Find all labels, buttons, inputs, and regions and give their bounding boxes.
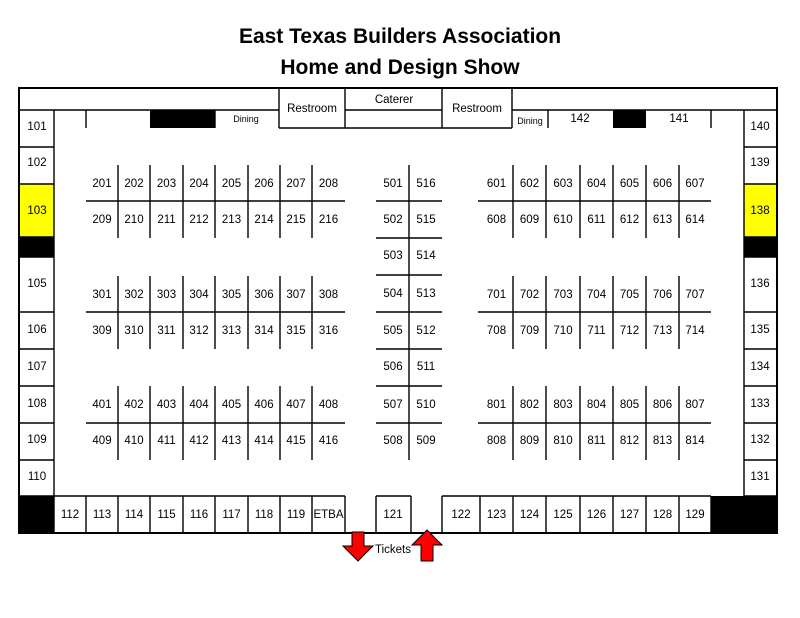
booth-309: 309 [92, 325, 112, 337]
booth-808: 808 [486, 435, 507, 447]
booth-614: 614 [685, 214, 705, 226]
booth-101: 101 [27, 121, 47, 133]
booth-127: 127 [619, 509, 640, 521]
blocked-area-left [19, 237, 54, 257]
booth-609: 609 [519, 214, 540, 226]
exit-arrow-icon [343, 532, 373, 561]
booth-605: 605 [619, 178, 640, 190]
booth-108: 108 [27, 398, 47, 410]
booth-706: 706 [652, 289, 673, 301]
booth-516: 516 [416, 178, 436, 190]
booth-214: 214 [254, 214, 274, 226]
booth-205: 205 [221, 178, 242, 190]
booth-415: 415 [286, 435, 306, 447]
booth-208: 208 [318, 178, 339, 190]
booth-133: 133 [750, 398, 770, 410]
booth-408: 408 [318, 399, 339, 411]
booth-804: 804 [586, 399, 607, 411]
booth-412: 412 [189, 435, 209, 447]
booth-203: 203 [156, 178, 177, 190]
booth-103: 103 [27, 205, 47, 217]
blocked-corner-bottom-left [19, 496, 54, 533]
booth-308: 308 [318, 289, 339, 301]
booth-714: 714 [685, 325, 705, 337]
booth-112: 112 [60, 509, 80, 521]
booth-129: 129 [685, 509, 705, 521]
booth-509: 509 [416, 435, 436, 447]
booth-213: 213 [221, 214, 242, 226]
booth-ETBA: ETBA [313, 509, 344, 521]
booth-707: 707 [685, 289, 705, 301]
booth-712: 712 [619, 325, 640, 337]
booth-118: 118 [254, 509, 274, 521]
booth-401: 401 [92, 399, 112, 411]
booth-810: 810 [553, 435, 573, 447]
booth-206: 206 [254, 178, 274, 190]
booth-402: 402 [124, 399, 144, 411]
booth-606: 606 [652, 178, 673, 190]
booth-510: 510 [416, 399, 436, 411]
booth-603: 603 [553, 178, 573, 190]
booth-307: 307 [286, 289, 306, 301]
booth-113: 113 [92, 509, 112, 521]
booth-302: 302 [124, 289, 144, 301]
booth-811: 811 [587, 435, 606, 447]
hall-outline [19, 88, 777, 533]
booth-511: 511 [416, 361, 436, 373]
booth-310: 310 [124, 325, 144, 337]
booth-812: 812 [619, 435, 640, 447]
booth-215: 215 [286, 214, 306, 226]
booth-713: 713 [652, 325, 673, 337]
booth-705: 705 [619, 289, 640, 301]
booth-814: 814 [685, 435, 705, 447]
booth-312: 312 [189, 325, 209, 337]
booth-413: 413 [221, 435, 242, 447]
booth-301: 301 [92, 289, 112, 301]
floorplan-title-line1: East Texas Builders Association [238, 25, 562, 48]
booth-315: 315 [286, 325, 306, 337]
booth-701: 701 [486, 289, 507, 301]
booth-204: 204 [189, 178, 209, 190]
booth-414: 414 [254, 435, 274, 447]
booth-313: 313 [221, 325, 242, 337]
entry-arrow-icon [412, 530, 442, 561]
booth-135: 135 [750, 324, 770, 336]
booth-128: 128 [652, 509, 673, 521]
booth-311: 311 [157, 325, 176, 337]
booth-201: 201 [92, 178, 112, 190]
booth-139: 139 [750, 157, 770, 169]
booth-604: 604 [586, 178, 607, 190]
booth-141: 141 [669, 113, 689, 125]
booth-126: 126 [586, 509, 607, 521]
booth-502: 502 [383, 214, 403, 226]
booth-124: 124 [519, 509, 540, 521]
booth-803: 803 [553, 399, 573, 411]
restroom-right-label: Restroom [452, 103, 502, 115]
booth-123: 123 [486, 509, 507, 521]
booth-512: 512 [416, 325, 436, 337]
booth-501: 501 [383, 178, 403, 190]
booth-711: 711 [587, 325, 606, 337]
booth-107: 107 [27, 361, 47, 373]
booth-131: 131 [750, 471, 770, 483]
booth-305: 305 [221, 289, 242, 301]
booth-613: 613 [652, 214, 673, 226]
booth-505: 505 [383, 325, 403, 337]
booth-116: 116 [189, 509, 209, 521]
booth-513: 513 [416, 288, 436, 300]
booth-210: 210 [124, 214, 144, 226]
blocked-area-top-right [613, 110, 646, 128]
booth-314: 314 [254, 325, 274, 337]
dining-left-label: Dining [233, 114, 259, 124]
booth-114: 114 [124, 509, 144, 521]
booth-508: 508 [383, 435, 403, 447]
booth-142: 142 [570, 113, 590, 125]
tickets-label: Tickets [375, 544, 411, 556]
booth-806: 806 [652, 399, 673, 411]
booth-602: 602 [519, 178, 540, 190]
restroom-left-label: Restroom [287, 103, 337, 115]
booth-117: 117 [222, 509, 241, 521]
booth-607: 607 [685, 178, 705, 190]
booth-601: 601 [486, 178, 507, 190]
booth-514: 514 [416, 250, 436, 262]
booth-612: 612 [619, 214, 640, 226]
booth-303: 303 [156, 289, 177, 301]
blocked-area-top-left [150, 110, 215, 128]
booth-409: 409 [92, 435, 112, 447]
booth-410: 410 [124, 435, 144, 447]
booth-710: 710 [553, 325, 573, 337]
booth-304: 304 [189, 289, 209, 301]
booth-801: 801 [486, 399, 507, 411]
caterer-label: Caterer [374, 94, 414, 106]
booth-134: 134 [750, 361, 770, 373]
booth-504: 504 [383, 288, 403, 300]
booth-406: 406 [254, 399, 274, 411]
booth-216: 216 [318, 214, 339, 226]
booth-211: 211 [157, 214, 176, 226]
booth-109: 109 [27, 434, 47, 446]
booth-708: 708 [486, 325, 507, 337]
booth-704: 704 [586, 289, 607, 301]
booth-122: 122 [451, 509, 471, 521]
booth-608: 608 [486, 214, 507, 226]
booth-802: 802 [519, 399, 540, 411]
booth-404: 404 [189, 399, 209, 411]
booth-805: 805 [619, 399, 640, 411]
booth-411: 411 [157, 435, 176, 447]
booth-115: 115 [157, 509, 176, 521]
dining-right-label: Dining [517, 116, 543, 126]
booth-703: 703 [553, 289, 573, 301]
booth-125: 125 [553, 509, 573, 521]
booth-316: 316 [318, 325, 339, 337]
booth-809: 809 [519, 435, 540, 447]
booth-611: 611 [587, 214, 606, 226]
booth-119: 119 [286, 509, 306, 521]
booth-136: 136 [750, 278, 770, 290]
booth-121: 121 [383, 509, 403, 521]
booth-106: 106 [27, 324, 47, 336]
booth-138: 138 [750, 205, 770, 217]
booth-416: 416 [318, 435, 339, 447]
booth-105: 105 [27, 278, 47, 290]
booth-813: 813 [652, 435, 673, 447]
booth-503: 503 [383, 250, 403, 262]
booth-110: 110 [27, 471, 47, 483]
booth-807: 807 [685, 399, 705, 411]
booth-306: 306 [254, 289, 274, 301]
blocked-area-right [744, 237, 777, 257]
booth-202: 202 [124, 178, 144, 190]
booth-212: 212 [189, 214, 209, 226]
booth-102: 102 [27, 157, 47, 169]
booth-709: 709 [519, 325, 540, 337]
floorplan-title-line2: Home and Design Show [280, 56, 520, 79]
booth-407: 407 [286, 399, 306, 411]
booth-405: 405 [221, 399, 242, 411]
booth-140: 140 [750, 121, 770, 133]
booth-506: 506 [383, 361, 403, 373]
booth-209: 209 [92, 214, 112, 226]
booth-515: 515 [416, 214, 436, 226]
booth-610: 610 [553, 214, 573, 226]
booth-207: 207 [286, 178, 306, 190]
booth-132: 132 [750, 434, 770, 446]
booth-507: 507 [383, 399, 403, 411]
booth-403: 403 [156, 399, 177, 411]
booth-702: 702 [519, 289, 540, 301]
